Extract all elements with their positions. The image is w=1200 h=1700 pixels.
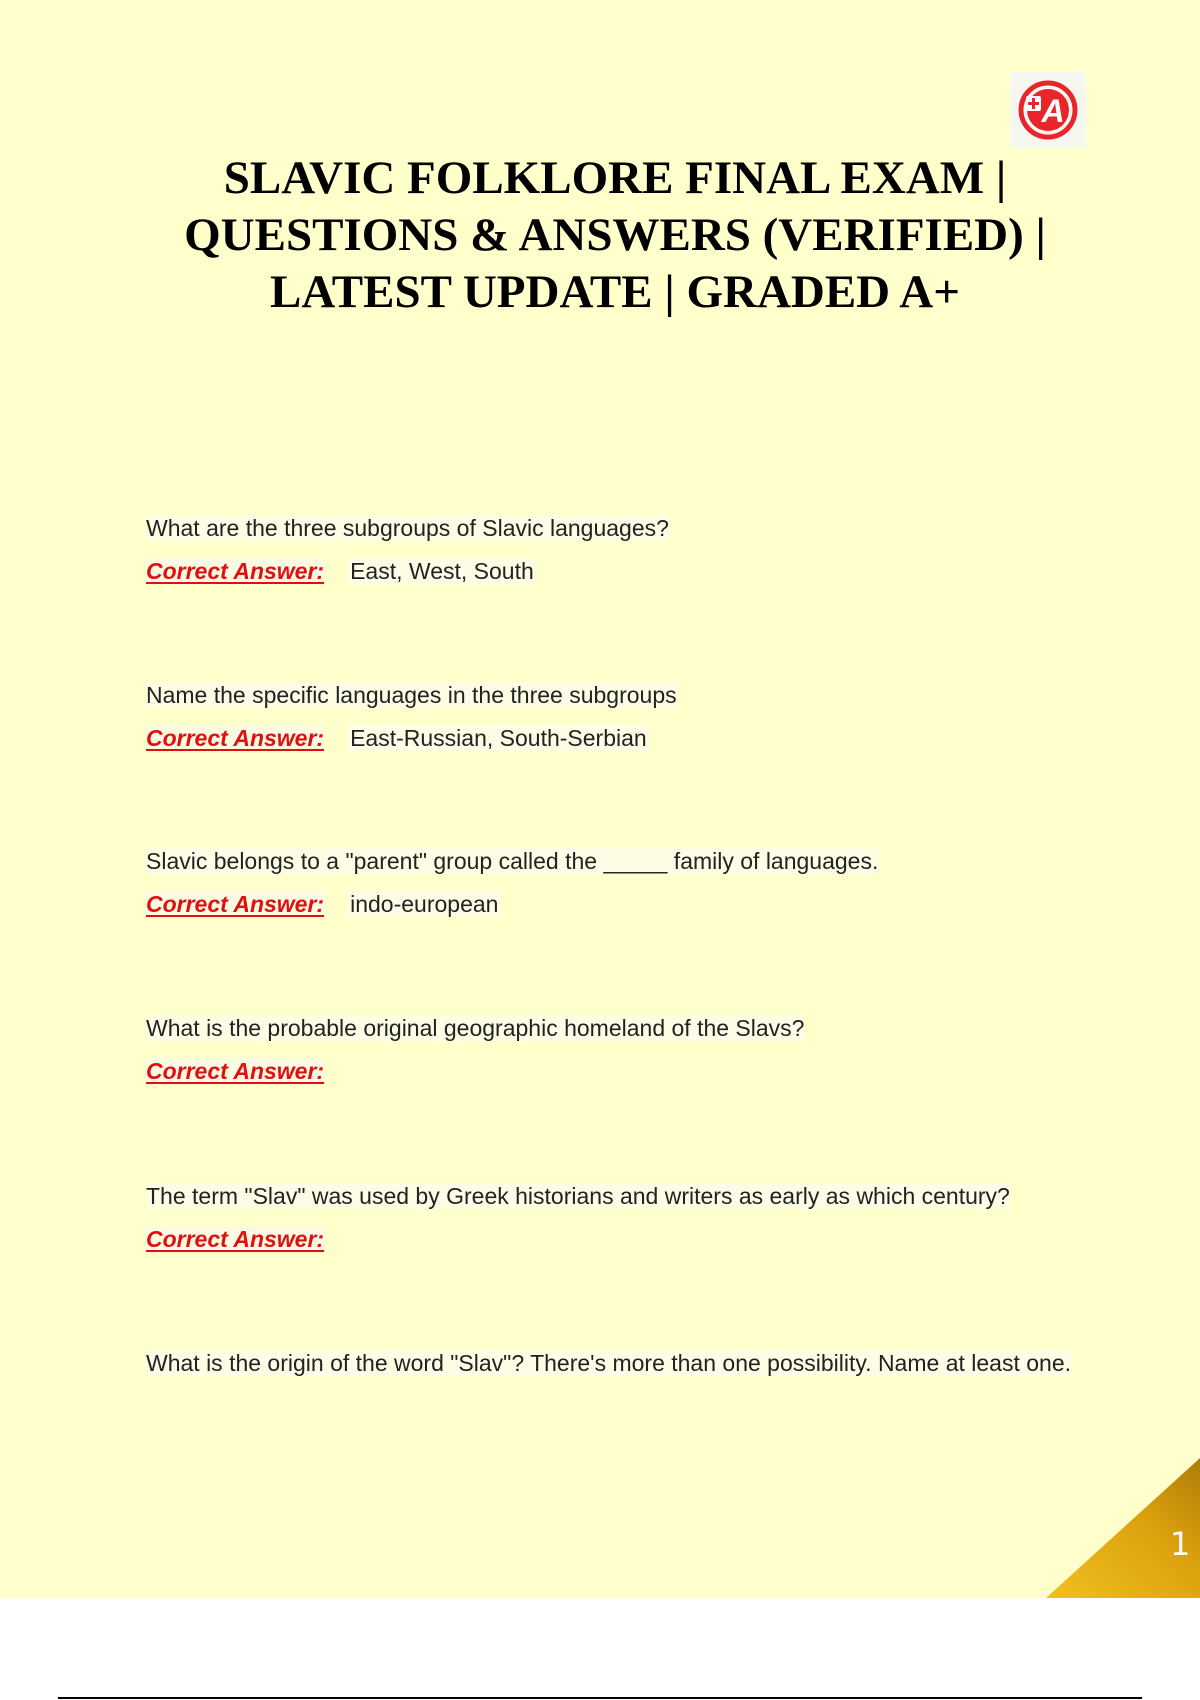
answer-label: Correct Answer:	[146, 1226, 325, 1252]
answer-line	[146, 1056, 1086, 1086]
grade-a-plus-logo-icon	[1010, 72, 1086, 148]
answer-line	[146, 1224, 1086, 1254]
title-line: SLAVIC FOLKLORE FINAL EXAM |	[223, 152, 1007, 204]
document-title	[110, 150, 1120, 321]
question-text: What is the origin of the word "Slav"? There's more than one possibility. Name at least one.	[146, 1350, 1071, 1376]
answer-label: Correct Answer:	[146, 558, 325, 584]
qa-item	[146, 1169, 1086, 1254]
title-line: LATEST UPDATE | GRADED A+	[269, 266, 961, 318]
question-text: What are the three subgroups of Slavic languages?	[146, 515, 669, 541]
footer-divider	[58, 1697, 1142, 1699]
answer-line	[146, 556, 1086, 586]
answer-text: indo-european	[350, 891, 499, 917]
qa-item	[146, 834, 1086, 919]
qa-item	[146, 501, 1086, 586]
question-text: Slavic belongs to a "parent" group called the _____ family of languages.	[146, 848, 879, 874]
svg-text:A: A	[1041, 93, 1065, 129]
answer-line	[146, 889, 1086, 919]
question-text: Name the specific languages in the three subgroups	[146, 682, 677, 708]
answer-text: East, West, South	[350, 558, 534, 584]
answer-label: Correct Answer:	[146, 891, 325, 917]
answer-text: East-Russian, South-Serbian	[350, 725, 647, 751]
page-number: 1	[1170, 1525, 1191, 1563]
qa-item	[146, 668, 1086, 753]
qa-item	[146, 1336, 1086, 1391]
answer-label: Correct Answer:	[146, 725, 325, 751]
answer-label: Correct Answer:	[146, 1058, 325, 1084]
answer-line	[146, 723, 1086, 753]
question-text: The term "Slav" was used by Greek historians and writers as early as which century?	[146, 1183, 1010, 1209]
question-text: What is the probable original geographic homeland of the Slavs?	[146, 1015, 805, 1041]
title-line: QUESTIONS & ANSWERS (VERIFIED) |	[184, 209, 1046, 261]
qa-item	[146, 1001, 1086, 1086]
